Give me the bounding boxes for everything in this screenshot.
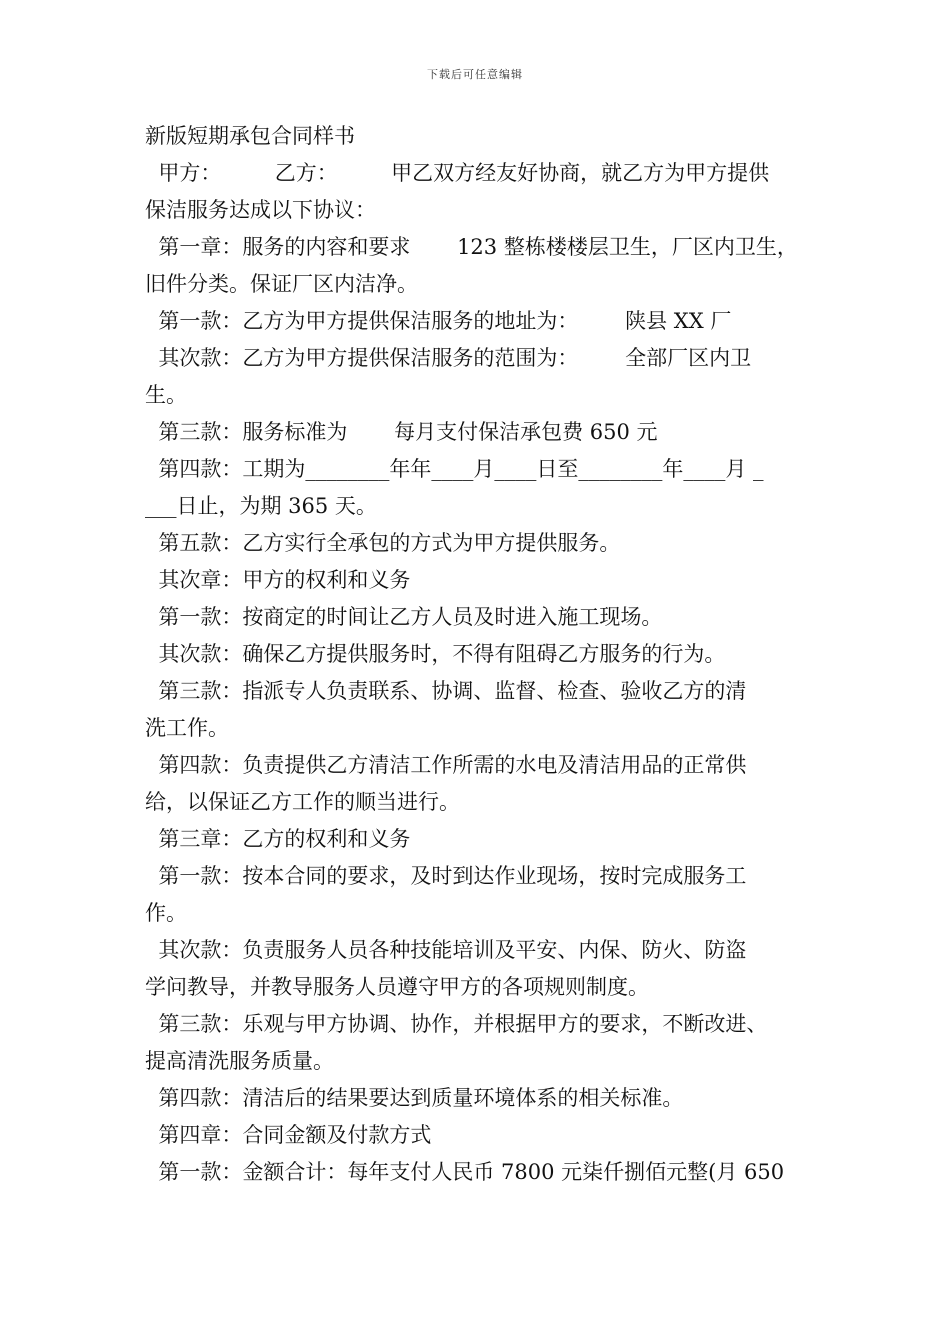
document-line: 给，以保证乙方工作的顺当进行。 — [145, 790, 460, 814]
document-line: 第一款：按本合同的要求，及时到达作业现场，按时完成服务工 — [145, 864, 747, 888]
document-body — [145, 118, 810, 1191]
document-line: 保洁服务达成以下协议： — [145, 198, 376, 222]
document-line: 作。 — [145, 901, 187, 925]
document-line: 其次章：甲方的权利和义务 — [145, 568, 411, 592]
document-line: 其次款：乙方为甲方提供保洁服务的范围为： 全部厂区内卫 — [145, 346, 752, 370]
document-line: 第一款：乙方为甲方提供保洁服务的地址为： 陕县 XX 厂 — [145, 309, 732, 333]
document-line: 旧件分类。保证厂区内洁净。 — [145, 272, 418, 296]
document-line: 其次款：确保乙方提供服务时，不得有阻碍乙方服务的行为。 — [145, 642, 726, 666]
document-line: 第四款：负责提供乙方清洁工作所需的水电及清洁用品的正常供 — [145, 753, 747, 777]
document-line: 洗工作。 — [145, 716, 229, 740]
document-line: 其次款：负责服务人员各种技能培训及平安、内保、防火、防盗 — [145, 938, 747, 962]
document-line: 第四款：工期为________年年____月____日至________年____月 _ — [145, 457, 764, 481]
document-line: 第一章：服务的内容和要求 123 整栋楼楼层卫生，厂区内卫生， — [145, 235, 798, 259]
document-line: 第三款：服务标准为 每月支付保洁承包费 650 元 — [145, 420, 658, 444]
document-title: 新版短期承包合同样书 — [145, 124, 355, 148]
document-line: 生。 — [145, 383, 187, 407]
document-line: ___日止，为期 365 天。 — [145, 494, 377, 518]
document-line: 第三款：指派专人负责联系、协调、监督、检查、验收乙方的清 — [145, 679, 747, 703]
document-line: 第四章：合同金额及付款方式 — [145, 1123, 432, 1147]
header-note: 下载后可任意编辑 — [427, 68, 523, 81]
document-line: 第五款：乙方实行全承包的方式为甲方提供服务。 — [145, 531, 621, 555]
document-line: 学问教导，并教导服务人员遵守甲方的各项规则制度。 — [145, 975, 649, 999]
document-line: 第一款：按商定的时间让乙方人员及时进入施工现场。 — [145, 605, 663, 629]
document-line: 第一款：金额合计：每年支付人民币 7800 元柒仟捌佰元整(月 650 — [145, 1160, 785, 1184]
document-line: 第三款：乐观与甲方协调、协作，并根据甲方的要求，不断改进、 — [145, 1012, 768, 1036]
document-line: 甲方： 乙方： 甲乙双方经友好协商，就乙方为甲方提供 — [145, 161, 770, 185]
document-line: 第三章：乙方的权利和义务 — [145, 827, 411, 851]
document-line: 第四款：清洁后的结果要达到质量环境体系的相关标准。 — [145, 1086, 684, 1110]
document-line: 提高清洗服务质量。 — [145, 1049, 334, 1073]
